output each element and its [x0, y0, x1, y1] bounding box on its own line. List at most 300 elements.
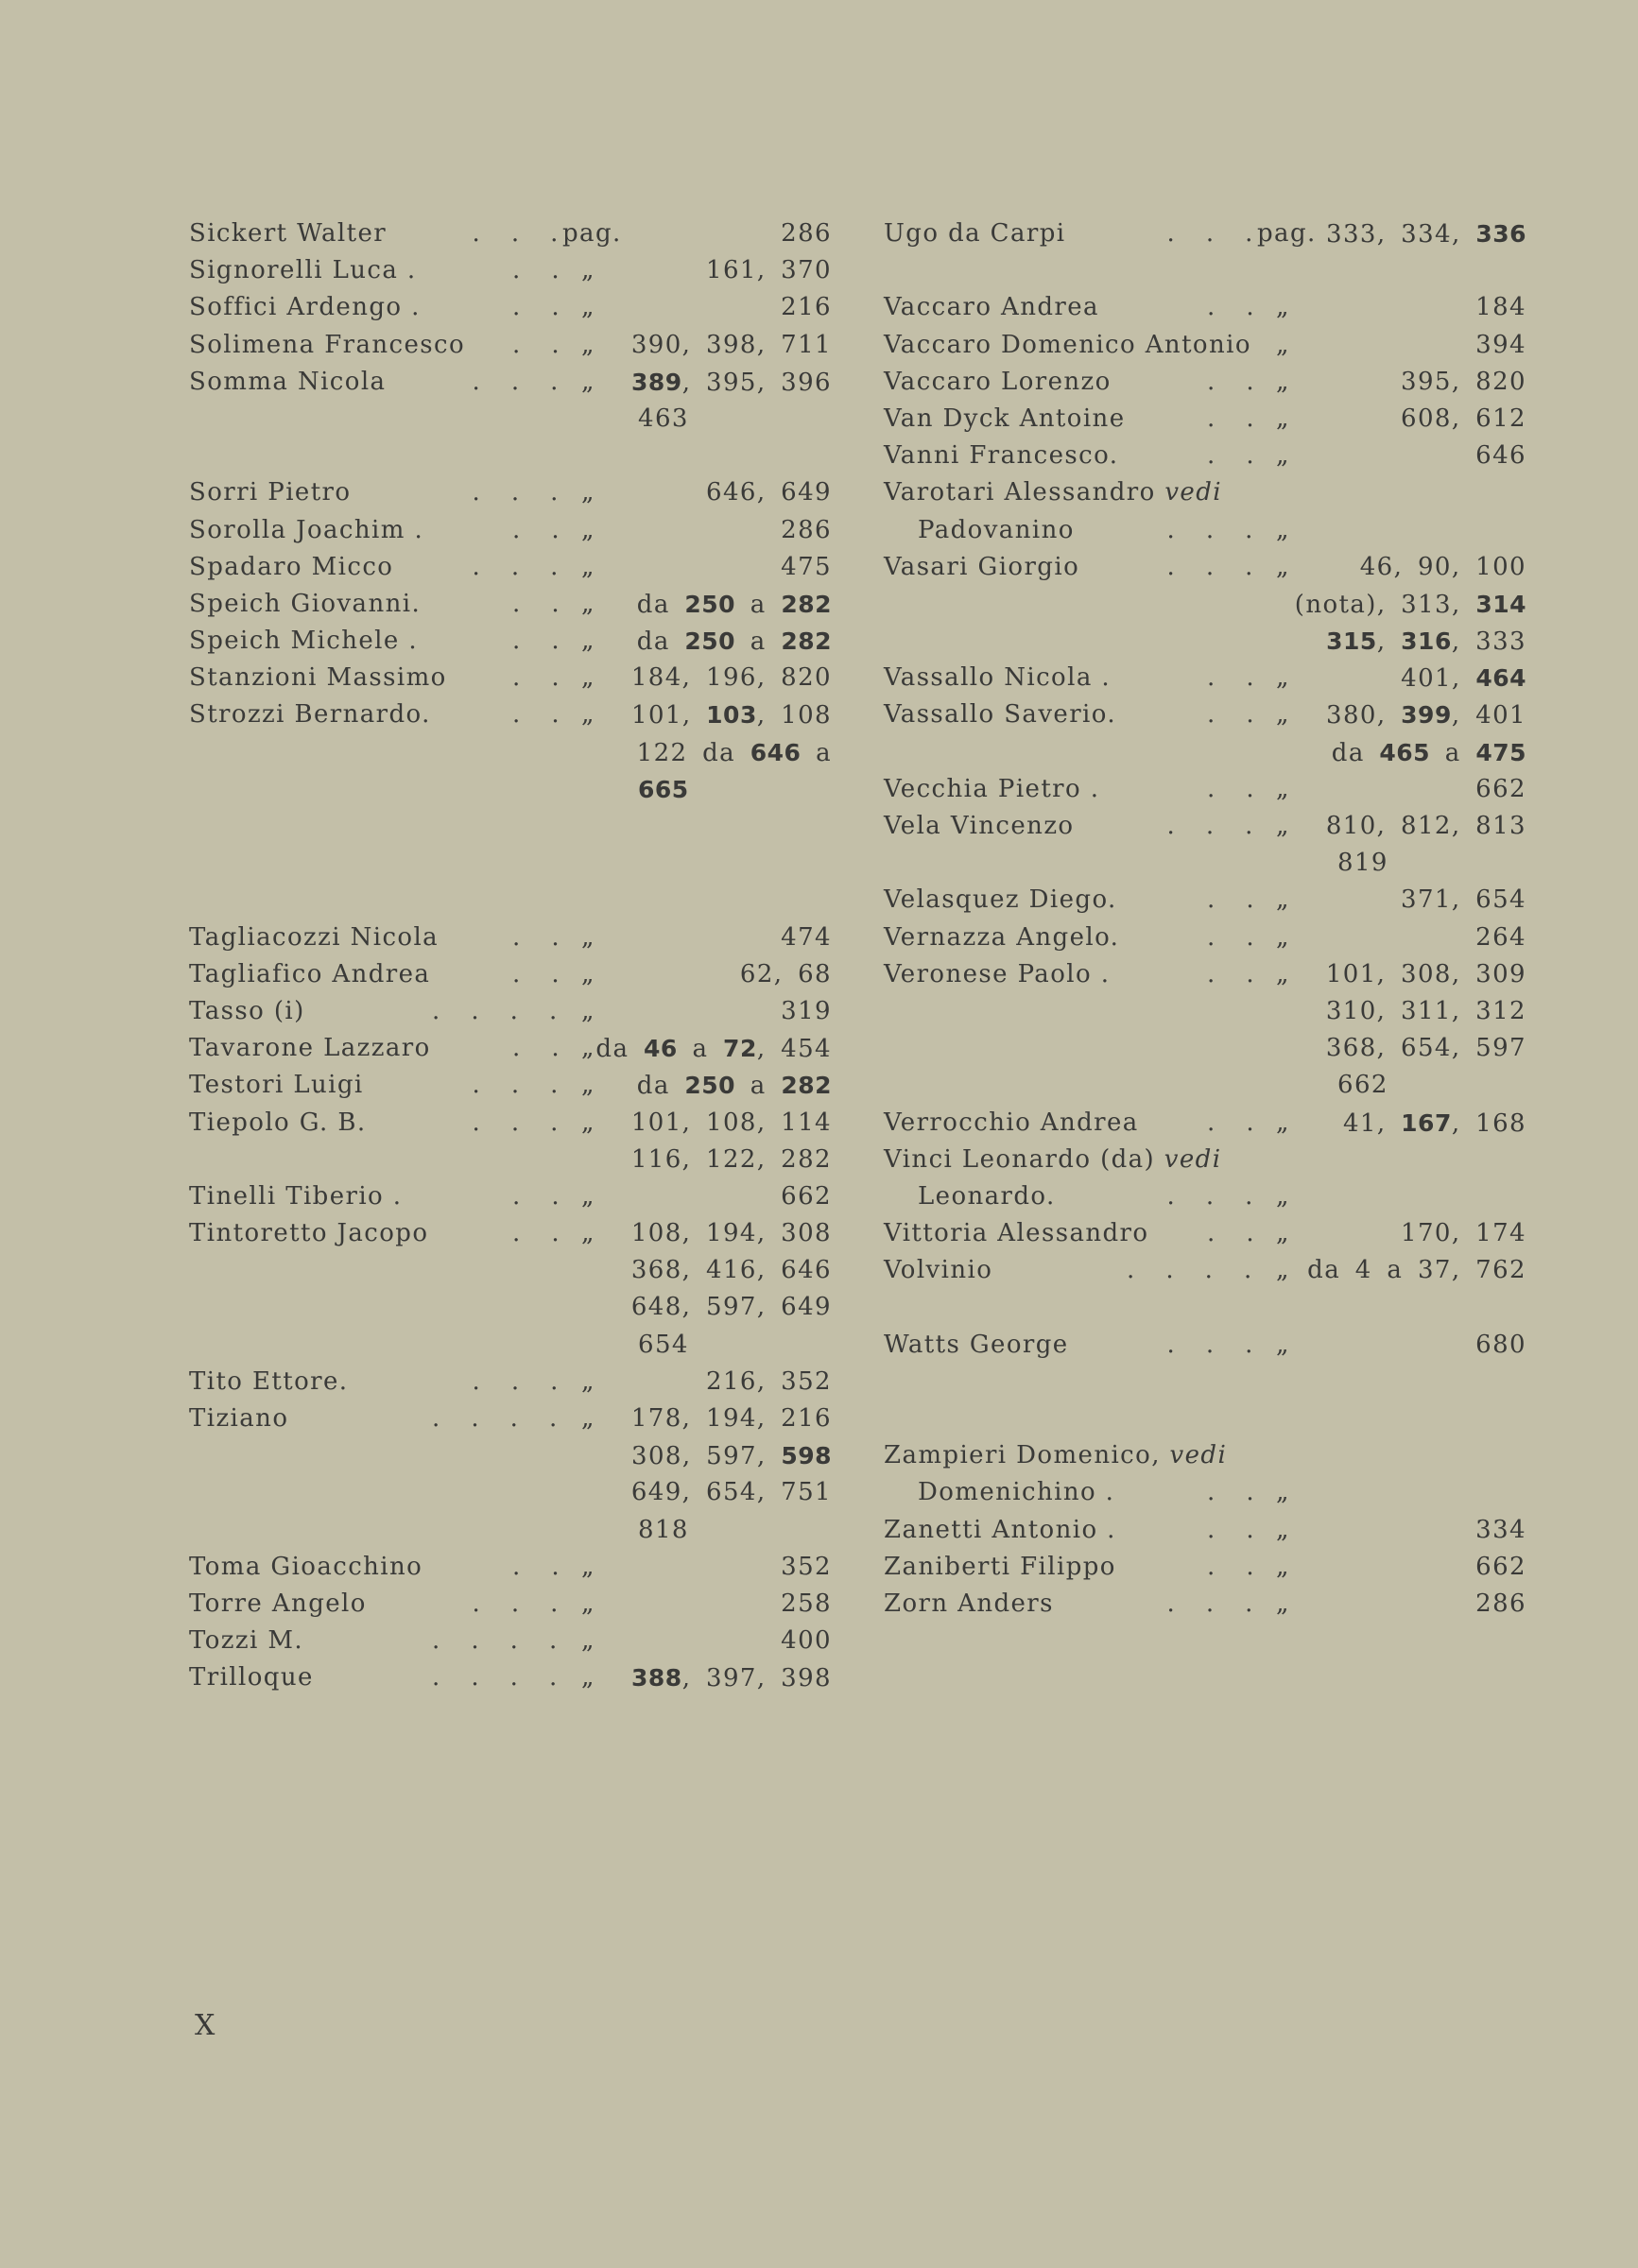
entry-line [884, 993, 1526, 1030]
page-refs: 122 da 646 a [636, 738, 832, 767]
page-refs: 395, 820 [1401, 367, 1526, 396]
index-entry [884, 1586, 1526, 1623]
index-entry [189, 1400, 832, 1549]
index-entry [884, 215, 1526, 252]
page-refs: 101, 308, 309 [1325, 959, 1526, 988]
entry-name: Tintoretto Jacopo [189, 1219, 429, 1248]
page-refs: 390, 398, 711 [630, 330, 832, 359]
vedi-label: vedi [1160, 1441, 1228, 1470]
entry-name: Vaccaro Andrea [884, 293, 1099, 322]
entry-line [884, 215, 1526, 252]
entry-name: Zaniberti Filippo [884, 1552, 1116, 1581]
page-refs: da 250 a 282 [636, 1072, 832, 1101]
entry-line [884, 734, 1526, 771]
entry-name: Domenichino . [918, 1478, 1115, 1507]
page-refs: 371, 654 [1401, 885, 1526, 915]
entry-gap [189, 808, 832, 845]
page-refs: 308, 597, 598 [631, 1442, 832, 1471]
page-marker: „ [581, 293, 595, 322]
page-refs: 662 [1337, 1071, 1388, 1100]
page-marker: „ [581, 663, 595, 693]
entry-line [189, 696, 832, 733]
page-marker: „ [1276, 1108, 1290, 1137]
page-marker: „ [581, 1181, 595, 1211]
entry-line [189, 401, 832, 438]
entry-line [884, 1252, 1526, 1289]
entry-line [189, 1400, 832, 1437]
entry-name: Tinelli Tiberio . [189, 1181, 403, 1211]
entry-line [884, 1437, 1526, 1474]
index-entry [884, 1512, 1526, 1549]
page-marker: „ [1276, 1330, 1290, 1359]
page-marker: pag. [562, 219, 622, 248]
entry-line [884, 512, 1526, 549]
entry-gap [884, 1289, 1526, 1326]
index-entry [189, 474, 832, 511]
leader-dots: . . . . [432, 996, 558, 1025]
entry-line [189, 1289, 832, 1326]
entry-line [189, 1659, 832, 1696]
page-refs: 646, 649 [706, 478, 832, 507]
page-marker: „ [581, 478, 595, 507]
entry-name: Sickert Walter [189, 219, 388, 248]
entry-line [189, 1586, 832, 1623]
entry-line [884, 549, 1526, 586]
entry-name: Vaccaro Domenico Antonio [884, 330, 1251, 359]
leader-dots: . . . [1166, 219, 1253, 248]
page-refs: 170, 174 [1401, 1219, 1526, 1248]
page-marker: „ [581, 1552, 595, 1581]
page-marker: „ [1276, 330, 1290, 359]
entry-line [884, 1327, 1526, 1364]
entry-name: Vernazza Angelo. [884, 922, 1120, 952]
index-entry [189, 289, 832, 326]
page-refs: 161, 370 [706, 256, 832, 285]
index-entry [884, 919, 1526, 956]
page-marker: „ [581, 1663, 595, 1692]
leader-dots: . . [1207, 1515, 1254, 1544]
entry-name: Speich Michele . [189, 627, 418, 656]
page-refs: 352 [781, 1552, 832, 1581]
entry-line [884, 289, 1526, 326]
index-entry [189, 364, 832, 438]
leader-dots: . . . [472, 1071, 559, 1100]
page-refs: 334 [1475, 1515, 1526, 1544]
leader-dots: . . [1207, 663, 1254, 693]
page-marker: „ [581, 1589, 595, 1618]
leader-dots: . . . [1166, 1181, 1253, 1211]
index-entry [884, 1549, 1526, 1586]
index-entry [189, 215, 832, 252]
entry-name: Somma Nicola [189, 367, 387, 396]
entry-line [189, 289, 832, 326]
leader-dots: . . [512, 1034, 560, 1063]
entry-name: Zorn Anders [884, 1589, 1054, 1618]
page-refs: da 465 a 475 [1331, 738, 1526, 767]
page-refs: 310, 311, 312 [1325, 996, 1526, 1025]
leader-dots: . . . . [1127, 1256, 1252, 1285]
entry-line [884, 956, 1526, 993]
leader-dots: . . [1207, 885, 1254, 915]
entry-line [189, 1327, 832, 1364]
page-refs: 648, 597, 649 [630, 1293, 832, 1322]
index-entry [884, 327, 1526, 364]
entry-name: Tiepolo G. B. [189, 1108, 367, 1137]
entry-name: Vasari Giorgio [884, 552, 1080, 581]
entry-name: Varotari Alessandro vedi [884, 478, 1222, 507]
leader-dots: . . [1207, 700, 1254, 730]
leader-dots: . . . [472, 1366, 559, 1396]
leader-dots: . . [512, 256, 560, 285]
leader-dots: . . [512, 515, 560, 544]
entry-line [884, 919, 1526, 956]
entry-name: Ugo da Carpi [884, 219, 1066, 248]
page-marker: „ [1276, 922, 1290, 952]
leader-dots: . . [1207, 774, 1254, 803]
index-entry [884, 474, 1526, 511]
page-refs: 286 [1475, 1589, 1526, 1618]
index-entry [189, 1178, 832, 1215]
entry-line [884, 1030, 1526, 1067]
page-refs: 184 [1475, 293, 1526, 322]
page-refs: 216 [781, 293, 832, 322]
entry-line [884, 1586, 1526, 1623]
page-refs: 101, 103, 108 [631, 701, 832, 730]
entry-line [189, 1623, 832, 1659]
entry-line [884, 364, 1526, 401]
entry-line [189, 1252, 832, 1289]
page-refs: 401, 464 [1401, 664, 1526, 694]
page-refs: 333, 334, 336 [1326, 220, 1526, 249]
page-marker: „ [1276, 1515, 1290, 1544]
page-refs: (nota), 313, 314 [1294, 590, 1526, 619]
index-entry [189, 623, 832, 660]
page-refs: 264 [1475, 922, 1526, 952]
entry-line [189, 549, 832, 586]
index-entry [884, 438, 1526, 474]
index-entry [189, 956, 832, 993]
leader-dots: . . [512, 1219, 560, 1248]
entry-gap [189, 845, 832, 882]
index-entry [189, 327, 832, 364]
entry-line [884, 1105, 1526, 1142]
index-column-left [189, 215, 832, 1697]
page-refs: 101, 108, 114 [630, 1108, 832, 1137]
entry-name: Signorelli Luca . [189, 256, 417, 285]
page-refs: 62, 68 [739, 959, 832, 988]
page-refs: 818 [638, 1515, 689, 1544]
page-number: X [195, 2009, 217, 2042]
index-entry [189, 1067, 832, 1104]
page-refs: 389, 395, 396 [631, 368, 832, 397]
entry-name: Vinci Leonardo (da) vedi [884, 1144, 1222, 1174]
page-marker: „ [1276, 774, 1290, 803]
entry-line [884, 808, 1526, 845]
page-refs: 810, 812, 813 [1325, 812, 1526, 840]
page-marker: „ [1276, 441, 1290, 471]
page-refs: 400 [781, 1626, 832, 1656]
entry-name: Sorolla Joachim . [189, 515, 424, 544]
index-column-right [884, 215, 1526, 1623]
page-marker: „ [1276, 885, 1290, 915]
index-entry [884, 882, 1526, 919]
page-marker: „ [581, 1219, 595, 1248]
entry-line [189, 1437, 832, 1474]
page-refs: 184, 196, 820 [630, 663, 832, 693]
entry-line [189, 1512, 832, 1549]
leader-dots: . . [1207, 922, 1254, 952]
entry-name: Tito Ettore. [189, 1366, 349, 1396]
leader-dots: . . [512, 627, 560, 656]
page-marker: „ [581, 256, 595, 285]
leader-dots: . . . [1166, 812, 1253, 840]
entry-name: Strozzi Bernardo. [189, 700, 431, 730]
page-marker: „ [581, 367, 595, 396]
leader-dots: . . [1207, 441, 1254, 471]
entry-name: Vassallo Nicola . [884, 663, 1112, 693]
page-marker: „ [1276, 1181, 1290, 1211]
index-entry [189, 660, 832, 696]
entry-gap [884, 252, 1526, 289]
index-entry [884, 1252, 1526, 1289]
entry-line [189, 993, 832, 1030]
index-entry [884, 956, 1526, 1105]
index-entry [189, 1623, 832, 1659]
entry-name: Vittoria Alessandro [884, 1219, 1149, 1248]
page-marker: „ [581, 959, 595, 988]
leader-dots: . . [512, 589, 560, 618]
page-marker: „ [1276, 552, 1290, 581]
page-marker: „ [581, 922, 595, 952]
page-marker: „ [581, 1404, 595, 1433]
entry-line [189, 327, 832, 364]
index-entry [189, 1659, 832, 1696]
leader-dots: . . [1207, 293, 1254, 322]
index-entry [189, 512, 832, 549]
entry-name: Vecchia Pietro . [884, 774, 1100, 803]
index-entry [189, 1105, 832, 1178]
page-refs: 608, 612 [1401, 404, 1526, 433]
index-entry [884, 512, 1526, 549]
entry-line [189, 1549, 832, 1586]
entry-line [884, 771, 1526, 808]
index-entry [189, 252, 832, 289]
page-marker: „ [581, 1108, 595, 1137]
entry-name: Tiziano [189, 1404, 289, 1433]
entry-line [189, 734, 832, 771]
page-refs: 319 [781, 996, 832, 1025]
page-marker: „ [581, 627, 595, 656]
page-refs: 380, 399, 401 [1326, 701, 1526, 730]
entry-line [189, 252, 832, 289]
leader-dots: . . [1207, 367, 1254, 396]
entry-line [884, 401, 1526, 438]
entry-line [189, 1142, 832, 1178]
entry-name: Velasquez Diego. [884, 885, 1117, 915]
entry-gap [189, 882, 832, 919]
leader-dots: . . [512, 330, 560, 359]
entry-gap [884, 1364, 1526, 1400]
page-marker: „ [581, 1626, 595, 1656]
page-refs: 258 [781, 1589, 832, 1618]
page-refs: 662 [1475, 774, 1526, 803]
entry-name: Tasso (i) [189, 996, 305, 1025]
page-refs: 654 [638, 1330, 689, 1359]
entry-line [189, 771, 832, 808]
page-refs: 819 [1337, 849, 1388, 878]
entry-name: Tavarone Lazzaro [189, 1034, 431, 1063]
entry-line [189, 919, 832, 956]
page-marker: „ [1276, 1589, 1290, 1618]
leader-dots: . . . [472, 1108, 559, 1137]
entry-name: Trilloque [189, 1663, 314, 1692]
page-refs: 388, 397, 398 [631, 1664, 832, 1693]
page-refs: 286 [781, 219, 832, 248]
leader-dots: . . . . [432, 1626, 558, 1656]
entry-name: Stanzioni Massimo [189, 663, 447, 693]
index-entry [884, 1105, 1526, 1142]
entry-line [189, 1474, 832, 1511]
index-entry [884, 549, 1526, 661]
leader-dots: . . [1207, 1219, 1254, 1248]
leader-dots: . . . [472, 552, 559, 581]
entry-name: Zanetti Antonio . [884, 1515, 1116, 1544]
leader-dots: . . . [472, 367, 559, 396]
index-entry [884, 808, 1526, 882]
entry-line [189, 1105, 832, 1142]
page-refs: 41, 167, 168 [1342, 1108, 1526, 1138]
index-entry [189, 1586, 832, 1623]
page-refs: 680 [1475, 1330, 1526, 1359]
entry-line [884, 623, 1526, 660]
leader-dots: . . [512, 959, 560, 988]
entry-name: Leonardo. [918, 1181, 1056, 1211]
page-marker: „ [581, 589, 595, 618]
page-refs: da 4 a 37, 762 [1307, 1256, 1526, 1285]
leader-dots: . . [1207, 404, 1254, 433]
index-entry [884, 1178, 1526, 1215]
leader-dots: . . . [472, 219, 559, 248]
entry-name: Tozzi M. [189, 1626, 304, 1656]
page-refs: 463 [638, 404, 689, 433]
page-refs: da 250 a 282 [636, 627, 832, 657]
entry-line [884, 438, 1526, 474]
leader-dots: . . [512, 922, 560, 952]
leader-dots: . . [512, 663, 560, 693]
vedi-label: vedi [1155, 478, 1222, 507]
leader-dots: . . [512, 700, 560, 730]
leader-dots: . . . . [432, 1404, 558, 1433]
index-entry [884, 771, 1526, 808]
entry-line [884, 474, 1526, 511]
entry-line [189, 660, 832, 696]
entry-line [884, 696, 1526, 733]
entry-line [884, 1178, 1526, 1215]
index-entry [189, 1549, 832, 1586]
index-entry [884, 1327, 1526, 1364]
page-refs: da 250 a 282 [636, 590, 832, 619]
entry-name: Padovanino [918, 515, 1075, 544]
entry-name: Watts George [884, 1330, 1069, 1359]
entry-line [189, 623, 832, 660]
entry-line [189, 586, 832, 623]
page-refs: 315, 316, 333 [1326, 627, 1526, 657]
page-refs: 662 [781, 1181, 832, 1211]
entry-line [884, 882, 1526, 919]
entry-name: Vanni Francesco. [884, 441, 1119, 471]
leader-dots: . . . [1166, 1589, 1253, 1618]
page-refs: 108, 194, 308 [630, 1219, 832, 1248]
index-entry [884, 1142, 1526, 1178]
page-marker: „ [1276, 1219, 1290, 1248]
index-entry [189, 549, 832, 586]
index-entry [189, 1215, 832, 1364]
vedi-label: vedi [1155, 1144, 1222, 1174]
entry-line [189, 1364, 832, 1400]
page-marker: „ [1276, 959, 1290, 988]
leader-dots: . . . . [432, 1663, 558, 1692]
page-marker: „ [581, 552, 595, 581]
leader-dots: . . [1207, 1108, 1254, 1137]
entry-name: Tagliafico Andrea [189, 959, 431, 988]
page-refs: 368, 416, 646 [630, 1256, 832, 1285]
page-marker: „ [1276, 367, 1290, 396]
page-marker: pag. [1257, 219, 1317, 248]
page-refs: 286 [781, 515, 832, 544]
entry-name: Vela Vincenzo [884, 812, 1075, 840]
entry-gap [884, 1400, 1526, 1437]
leader-dots: . . . [1166, 552, 1253, 581]
leader-dots: . . [512, 1552, 560, 1581]
page-marker: „ [1276, 1552, 1290, 1581]
index-entry [189, 1364, 832, 1400]
index-entry [884, 1215, 1526, 1252]
page-marker: „ [581, 700, 595, 730]
index-entry [189, 993, 832, 1030]
index-entry [884, 364, 1526, 401]
index-entry [884, 1437, 1526, 1474]
entry-line [189, 1067, 832, 1104]
entry-line [189, 1178, 832, 1215]
entry-name: Spadaro Micco [189, 552, 394, 581]
entry-line [884, 586, 1526, 623]
index-entry [189, 1030, 832, 1067]
entry-line [884, 327, 1526, 364]
page-marker: „ [1276, 812, 1290, 840]
page-refs: 394 [1475, 330, 1526, 359]
page-marker: „ [1276, 663, 1290, 693]
entry-name: Toma Gioacchino [189, 1552, 423, 1581]
entry-name: Sorri Pietro [189, 478, 352, 507]
entry-name: Volvinio [884, 1256, 993, 1285]
page-refs: da 46 a 72, 454 [595, 1035, 832, 1064]
leader-dots: . . [1207, 959, 1254, 988]
page-refs: 178, 194, 216 [630, 1404, 832, 1433]
entry-line [189, 512, 832, 549]
page-marker: „ [1276, 515, 1290, 544]
page-marker: „ [1276, 404, 1290, 433]
page-marker: „ [1276, 1256, 1290, 1285]
page-marker: „ [1276, 293, 1290, 322]
page-refs: 475 [781, 552, 832, 581]
entry-name: Vassallo Saverio. [884, 700, 1117, 730]
page-marker: „ [581, 1071, 595, 1100]
page-refs: 649, 654, 751 [630, 1478, 832, 1507]
leader-dots: . . [1207, 1552, 1254, 1581]
entry-name: Soffici Ardengo . [189, 293, 421, 322]
entry-name: Veronese Paolo . [884, 959, 1111, 988]
entry-line [884, 1142, 1526, 1178]
